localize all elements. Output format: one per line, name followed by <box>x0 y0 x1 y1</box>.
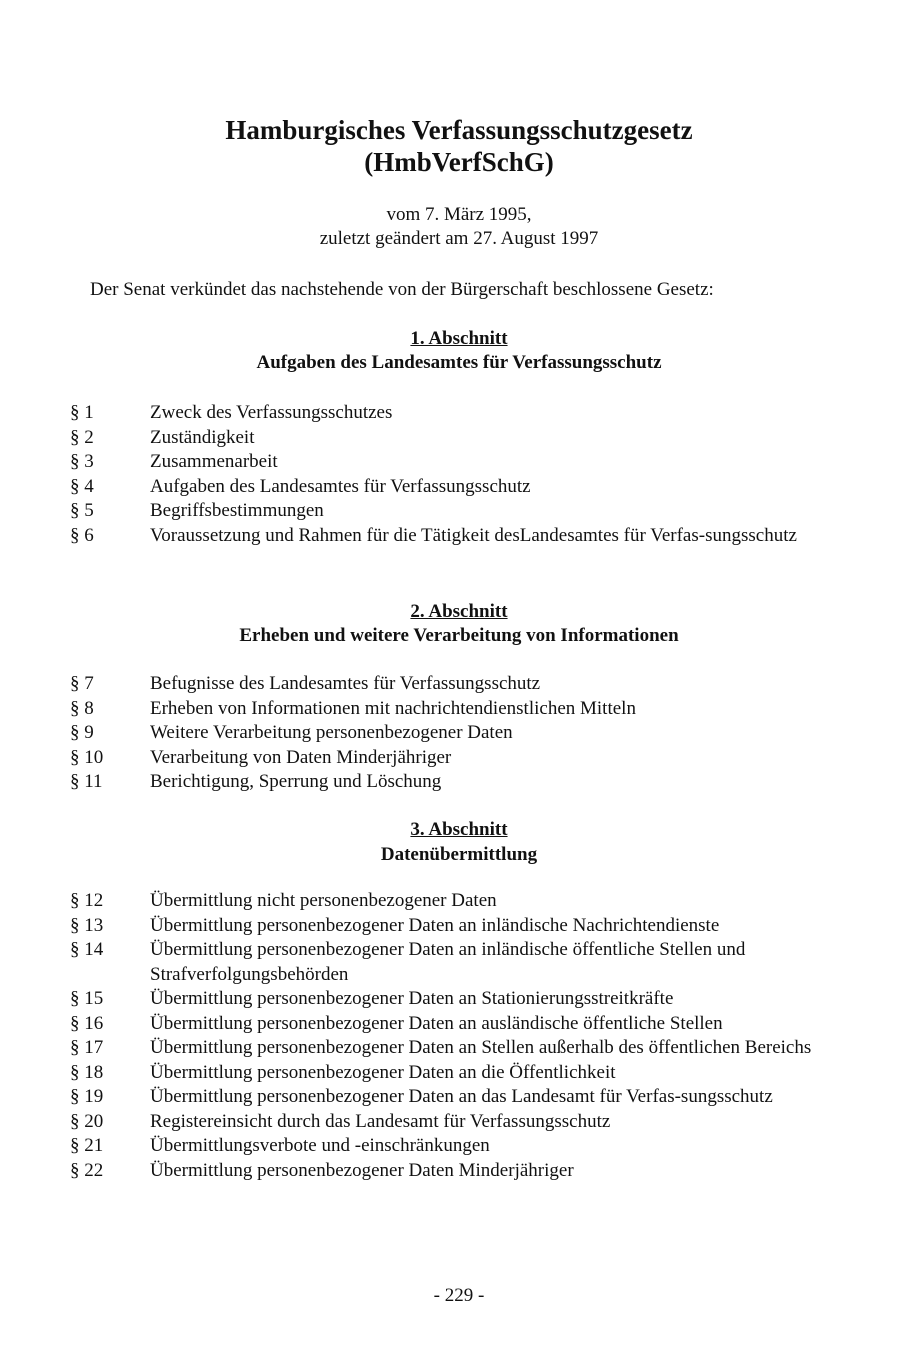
page-number: - 229 - <box>433 1285 485 1306</box>
paragraph-number: § 13 <box>70 914 104 936</box>
toc-entry <box>70 1085 850 1110</box>
paragraph-title: Erheben von Informationen mit nachrichtendienstlichen Mitteln <box>150 697 636 719</box>
toc-entry <box>70 499 850 524</box>
document-title: Hamburgisches Verfassungsschutzgesetz <box>225 115 693 145</box>
paragraph-title: Registereinsicht durch das Landesamt für Verfassungsschutz <box>150 1110 611 1132</box>
paragraph-number: § 3 <box>70 451 94 472</box>
paragraph-title: Übermittlung personenbezogener Daten Minderjähriger <box>150 1159 574 1181</box>
paragraph-title: Zweck des Verfassungsschutzes <box>150 402 393 423</box>
toc-entry <box>70 1159 850 1184</box>
toc-entry <box>70 672 850 697</box>
section-title: Datenübermittlung <box>380 844 538 865</box>
paragraph-number: § 8 <box>70 697 94 719</box>
toc-entry <box>70 770 850 795</box>
paragraph-title: Zusammenarbeit <box>150 451 278 472</box>
toc-entry <box>70 401 850 426</box>
paragraph-title: Berichtigung, Sperrung und Löschung <box>150 771 442 792</box>
toc-list <box>70 889 850 1183</box>
toc-entry <box>70 1036 850 1061</box>
paragraph-number: § 12 <box>70 890 104 911</box>
paragraph-number: § 15 <box>70 988 104 1009</box>
toc-entry <box>70 914 850 939</box>
toc-entry <box>70 987 850 1012</box>
paragraph-title: Übermittlung personenbezogener Daten an Stellen außerhalb des öffentlichen Bereichs <box>150 1037 812 1058</box>
toc-entry <box>70 1012 850 1037</box>
paragraph-number: § 6 <box>70 524 94 546</box>
paragraph-number: § 20 <box>70 1110 104 1132</box>
paragraph-title: Weitere Verarbeitung personenbezogener Daten <box>150 722 513 743</box>
paragraph-number: § 21 <box>70 1135 104 1156</box>
toc-entry <box>70 938 850 987</box>
paragraph-title: Übermittlung personenbezogener Daten an die Öffentlichkeit <box>150 1061 616 1083</box>
paragraph-title: Übermittlung personenbezogener Daten an inländische öffentliche Stellen und Strafverfolgungsbehörden <box>150 939 746 985</box>
paragraph-title: Übermittlungsverbote und -einschränkungen <box>150 1135 490 1156</box>
paragraph-title: Übermittlung personenbezogener Daten an Stationierungsstreitkräfte <box>150 988 674 1009</box>
document-abbreviation: (HmbVerfSchG) <box>364 147 554 177</box>
paragraph-number: § 7 <box>70 673 94 694</box>
toc-entry <box>70 450 850 475</box>
paragraph-title: Übermittlung personenbezogener Daten an ausländische öffentliche Stellen <box>150 1012 723 1034</box>
toc-entry <box>70 475 850 500</box>
paragraph-number: § 16 <box>70 1012 104 1034</box>
section-number: 3. Abschnitt <box>410 819 508 840</box>
section-number: 1. Abschnitt <box>410 328 508 349</box>
toc-entry <box>70 426 850 451</box>
paragraph-number: § 17 <box>70 1037 104 1058</box>
paragraph-title: Übermittlung personenbezogener Daten an das Landesamt für Verfas-sungsschutz <box>150 1086 773 1107</box>
toc-list <box>70 672 850 795</box>
paragraph-number: § 9 <box>70 722 94 743</box>
amendment-date: zuletzt geändert am 27. August 1997 <box>319 228 599 249</box>
enactment-clause: Der Senat verkündet das nachstehende von der Bürgerschaft beschlossene Gesetz: <box>90 279 714 300</box>
paragraph-number: § 10 <box>70 746 104 768</box>
toc-entry <box>70 721 850 746</box>
toc-list <box>70 401 850 548</box>
paragraph-number: § 4 <box>70 475 94 497</box>
paragraph-title: Übermittlung nicht personenbezogener Daten <box>150 890 497 911</box>
enactment-date: vom 7. März 1995, <box>386 204 532 225</box>
toc-entry <box>70 524 850 549</box>
section-title: Aufgaben des Landesamtes für Verfassungsschutz <box>256 352 662 373</box>
paragraph-title: Begriffsbestimmungen <box>150 500 324 521</box>
toc-entry <box>70 1061 850 1086</box>
paragraph-title: Aufgaben des Landesamtes für Verfassungsschutz <box>150 475 531 497</box>
paragraph-number: § 11 <box>70 771 103 792</box>
paragraph-number: § 19 <box>70 1086 104 1107</box>
section-number: 2. Abschnitt <box>410 601 508 622</box>
toc-entry <box>70 1134 850 1159</box>
paragraph-title: Zuständigkeit <box>150 426 255 448</box>
paragraph-number: § 22 <box>70 1159 104 1181</box>
toc-entry <box>70 889 850 914</box>
section-title: Erheben und weitere Verarbeitung von Informationen <box>239 625 679 646</box>
paragraph-number: § 5 <box>70 500 94 521</box>
paragraph-title: Verarbeitung von Daten Minderjähriger <box>150 746 452 768</box>
toc-entry <box>70 746 850 771</box>
toc-entry <box>70 1110 850 1135</box>
paragraph-title: Übermittlung personenbezogener Daten an inländische Nachrichtendienste <box>150 914 720 936</box>
paragraph-number: § 18 <box>70 1061 104 1083</box>
paragraph-number: § 2 <box>70 426 94 448</box>
toc-entry <box>70 697 850 722</box>
paragraph-title: Voraussetzung und Rahmen für die Tätigkeit desLandesamtes für Verfas-sungsschutz <box>150 524 797 546</box>
paragraph-number: § 14 <box>70 939 104 960</box>
paragraph-title: Befugnisse des Landesamtes für Verfassungsschutz <box>150 673 541 694</box>
paragraph-number: § 1 <box>70 402 94 423</box>
